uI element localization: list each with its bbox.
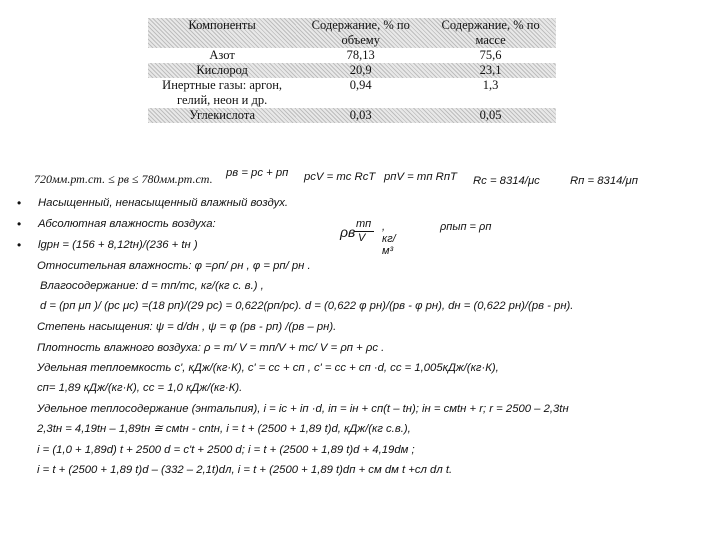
composition-table (148, 18, 556, 123)
enthalpy-line-2: 2,3tн = 4,19tн – 1,89tн ≅ смtн - сntн, i = t + (2500 + 1,89 t)d, кДж/(кг с.в.), (37, 423, 411, 435)
moisture-equations: d = (pп μп )/ (pс μс) =(18 pп)/(29 pс) = 0,622(pп/pс). d = (0,622 φ pн)/(pв - φ pн), dн = (0,622 pн)/(pв - pн). (40, 300, 574, 312)
pressure-range: 720мм.рт.ст. ≤ pв ≤ 780мм.рт.ст. (34, 172, 213, 186)
table-row (148, 78, 556, 108)
enthalpy-line-1: Удельное теплосодержание (энтальпия), i = iс + iп ·d, iп = iн + сп(t – tн); iн = смtн + r; r = 2500 – 2,3tн (37, 403, 569, 415)
eq-sum: pв = pс + pп (226, 167, 289, 179)
formula-unit: , кг/ м³ (382, 221, 396, 257)
cell-component: Инертные газы: аргон, гелий, неон и др. (162, 78, 283, 107)
header-volume: Содержание, % по объему (311, 18, 410, 47)
cell-mass: 75,6 (479, 48, 502, 62)
enthalpy-line-4: i = t + (2500 + 1,89 t)d – (332 – 2,1t)dл, i = t + (2500 + 1,89 t)dп + см dм t +сл dл t. (37, 464, 453, 476)
cell-component: Кислород (196, 63, 248, 77)
cell-volume: 78,13 (346, 48, 375, 62)
bullet-lgp: lgpн = (156 + 8,12tн)/(236 + tн ) (38, 239, 198, 251)
cell-mass: 0,05 (479, 108, 502, 122)
eq-rn: Rп = 8314/μп (570, 175, 638, 187)
header-mass: Содержание, % по массе (441, 18, 540, 47)
eq-dry: pсV = mс RсT (304, 171, 376, 183)
formula-numerator: mп (356, 218, 372, 230)
cell-volume: 20,9 (349, 63, 372, 77)
eq-rc: Rс = 8314/μс (473, 175, 540, 187)
bullet-saturated: Насыщенный, ненасыщенный влажный воздух. (38, 197, 289, 209)
formula-rhs: ρпып = ρп (440, 221, 492, 233)
table-row (148, 48, 556, 63)
cell-component: Азот (209, 48, 235, 62)
eq-vapor: pпV = mп RпT (384, 171, 457, 183)
header-components: Компоненты (188, 18, 256, 32)
cell-volume: 0,03 (349, 108, 372, 122)
cell-volume: 0,94 (349, 78, 372, 92)
relative-humidity: Относительная влажность: φ =ρп/ ρн , φ = pп/ pн . (37, 260, 311, 272)
bullet-icon: • (17, 238, 22, 252)
moisture-content: Влагосодержание: d = mп/mс, кг/(кг с. в.) , (40, 280, 264, 292)
formula-rho: ρв (340, 224, 356, 240)
table-row (148, 63, 556, 78)
cell-component: Углекислота (189, 108, 256, 122)
bullet-icon: • (17, 196, 22, 210)
table-header-row (148, 18, 556, 48)
cell-mass: 23,1 (479, 63, 502, 77)
specific-heat-values: сп= 1,89 кДж/(кг·К), сс = 1,0 кДж/(кг·К). (37, 382, 243, 394)
specific-heat: Удельная теплоемкость с', кДж/(кг·К), с' = сс + сп , с' = сс + сп ·d, сс = 1,005кДж/(кг·К), (37, 362, 499, 374)
saturation-degree: Степень насыщения: ψ = d/dн , ψ = φ (pв - pп) /(pв – pн). (37, 321, 337, 333)
enthalpy-line-3: i = (1,0 + 1,89d) t + 2500 d = с't + 2500 d; i = t + (2500 + 1,89 t)d + 4,19dм ; (37, 444, 415, 456)
table-row (148, 108, 556, 123)
formula-denominator: V (358, 232, 366, 244)
moist-air-density: Плотность влажного воздуха: ρ = m/ V = mп/V + mс/ V = ρп + ρс . (37, 342, 385, 354)
bullet-absolute: Абсолютная влажность воздуха: (38, 218, 216, 230)
bullet-icon: • (17, 217, 22, 231)
cell-mass: 1,3 (482, 78, 499, 92)
